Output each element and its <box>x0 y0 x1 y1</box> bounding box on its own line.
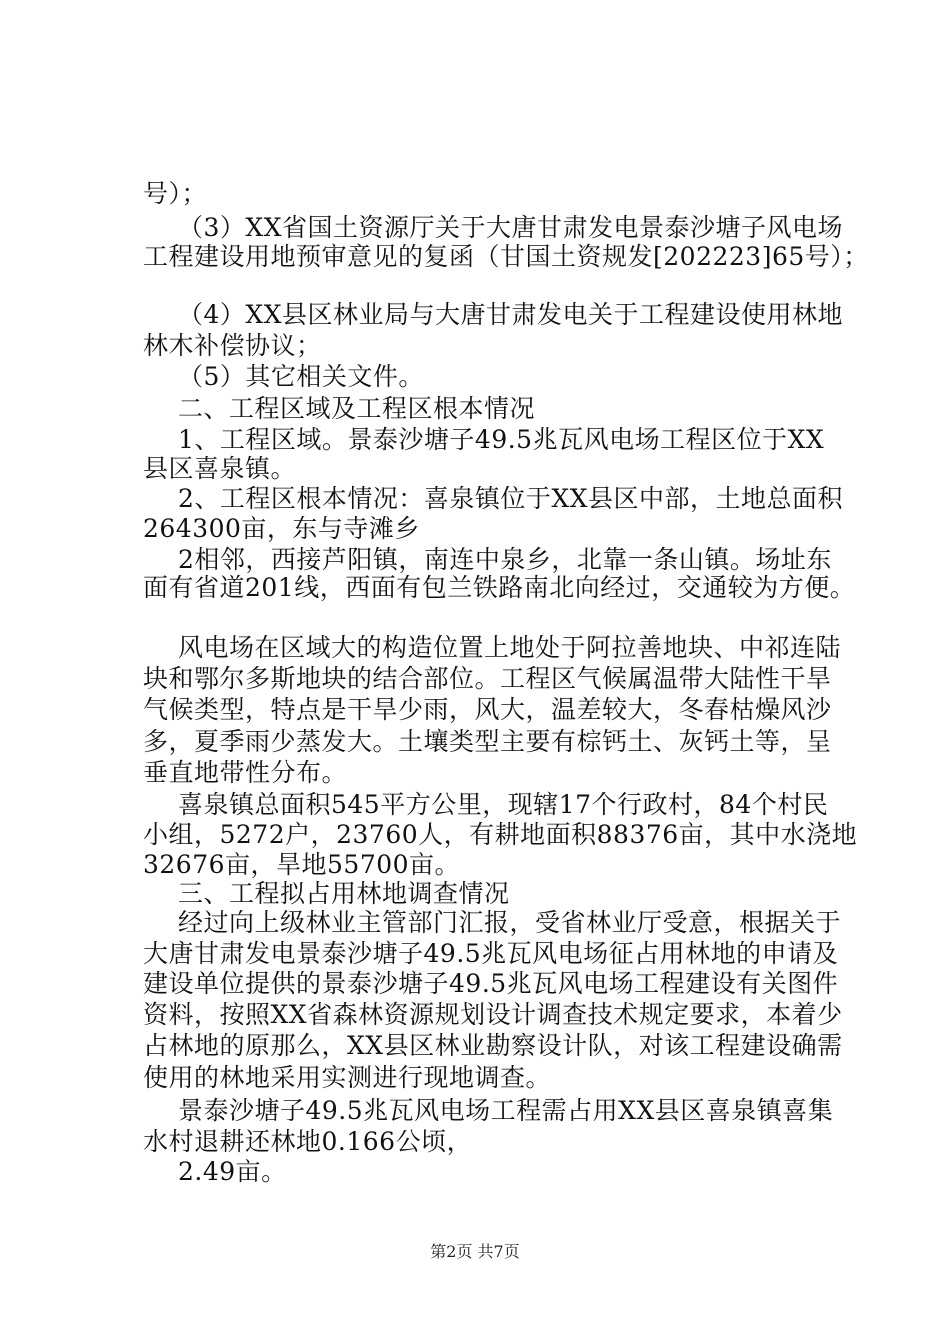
section-heading: 三、工程拟占用林地调查情况 <box>178 879 510 908</box>
text-line: 喜泉镇总面积545平方公里，现辖17个行政村，84个村民 <box>178 790 829 819</box>
text-line: 2.49亩。 <box>178 1157 287 1186</box>
text-line: （5）其它相关文件。 <box>178 362 424 391</box>
page-footer: 第2页 共7页 <box>430 1242 520 1261</box>
text-line: 资料，按照XX省森林资源规划设计调查技术规定要求，本着少 <box>143 1000 843 1029</box>
text-line: 县区喜泉镇。 <box>143 454 297 483</box>
text-line: 水村退耕还林地0.166公顷， <box>143 1127 473 1156</box>
text-line: 264300亩，东与寺滩乡 <box>143 514 420 543</box>
text-line: 使用的林地采用实测进行现地调查。 <box>143 1063 552 1092</box>
text-line: （3）XX省国土资源厅关于大唐甘肃发电景泰沙塘子风电场 <box>178 213 844 242</box>
section-heading: 二、工程区域及工程区根本情况 <box>178 394 536 423</box>
text-line: 建设单位提供的景泰沙塘子49.5兆瓦风电场工程建设有关图件 <box>143 969 839 998</box>
text-line: 小组，5272户，23760人，有耕地面积88376亩，其中水浇地 <box>143 820 858 849</box>
text-line: 1、工程区域。景泰沙塘子49.5兆瓦风电场工程区位于XX <box>178 425 825 454</box>
text-line: 多，夏季雨少蒸发大。土壤类型主要有棕钙土、灰钙土等，呈 <box>143 727 832 756</box>
text-line: 经过向上级林业主管部门汇报，受省林业厅受意，根据关于 <box>178 908 842 937</box>
text-line: 风电场在区域大的构造位置上地处于阿拉善地块、中祁连陆 <box>178 633 842 662</box>
text-line: 垂直地带性分布。 <box>143 758 348 787</box>
text-line: 2、工程区根本情况：喜泉镇位于XX县区中部，土地总面积 <box>178 484 844 513</box>
text-line: 号）； <box>143 179 208 208</box>
text-line: 林木补偿协议； <box>143 331 322 360</box>
text-line: 2相邻，西接芦阳镇，南连中泉乡，北靠一条山镇。场址东 <box>178 545 832 574</box>
text-line: 占林地的原那么，XX县区林业勘察设计队，对该工程建设确需 <box>143 1031 843 1060</box>
text-line: 工程建设用地预审意见的复函（甘国土资规发[202223]65号）； <box>143 242 869 271</box>
text-line: 面有省道201线，西面有包兰铁路南北向经过，交通较为方便。 <box>143 573 856 602</box>
text-line: （4）XX县区林业局与大唐甘肃发电关于工程建设使用林地 <box>178 300 844 329</box>
text-line: 景泰沙塘子49.5兆瓦风电场工程需占用XX县区喜泉镇喜集 <box>178 1096 834 1125</box>
text-line: 大唐甘肃发电景泰沙塘子49.5兆瓦风电场征占用林地的申请及 <box>143 939 839 968</box>
text-line: 气候类型，特点是干旱少雨，风大，温差较大，冬春枯燥风沙 <box>143 695 832 724</box>
text-line: 32676亩，旱地55700亩。 <box>143 850 461 879</box>
text-line: 块和鄂尔多斯地块的结合部位。工程区气候属温带大陆性干旱 <box>143 664 832 693</box>
